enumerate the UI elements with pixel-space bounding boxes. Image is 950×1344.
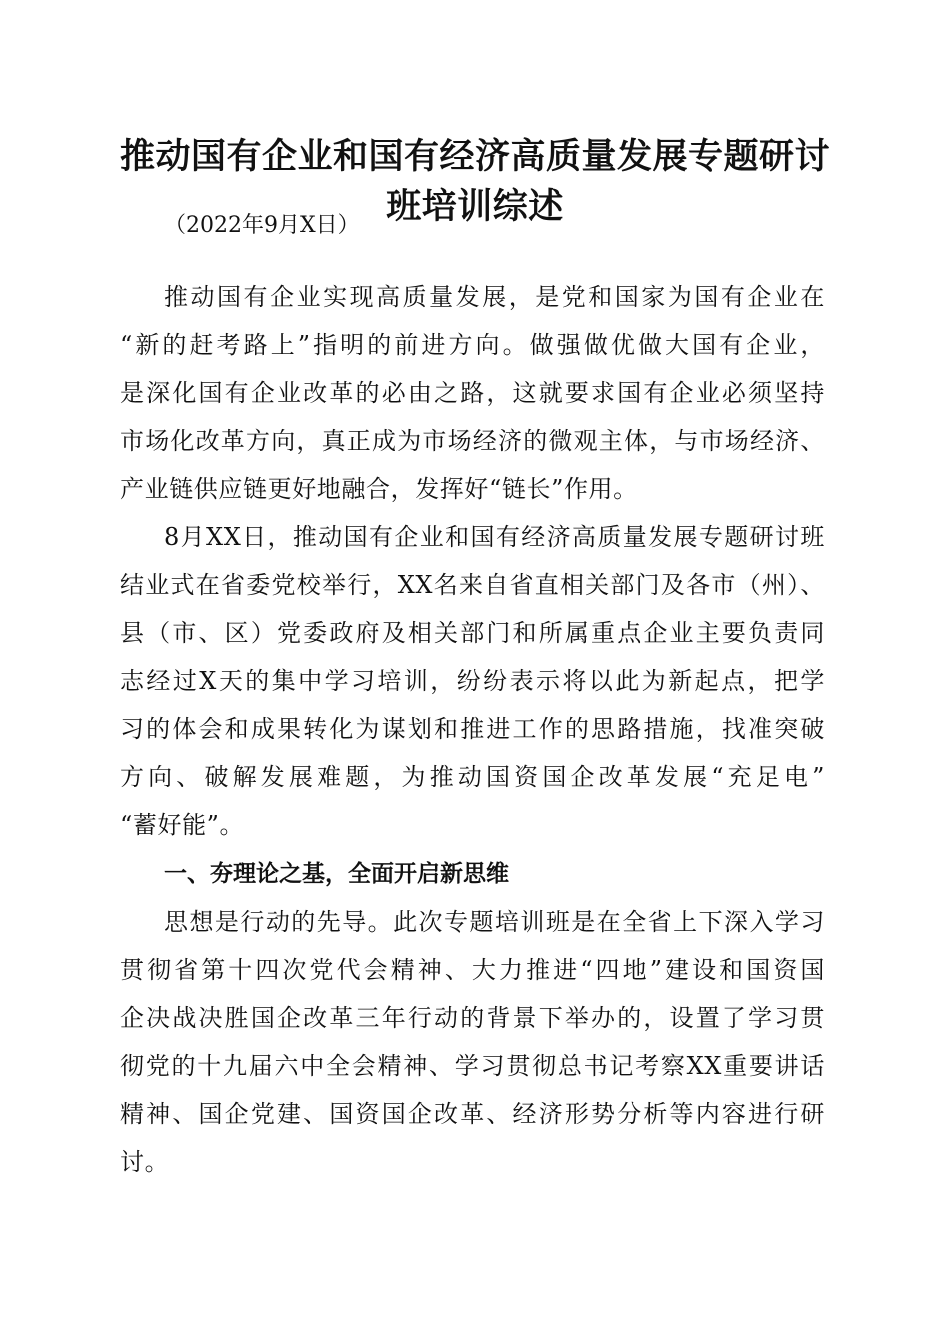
paragraph-1-line-3: 是深化国有企业改革的必由之路，这就要求国有企业必须坚持 [120, 379, 825, 407]
section-paragraph-line-2: 贯彻省第十四次党代会精神、大力推进“四地”建设和国资国 [120, 956, 825, 984]
paragraph-2-line-6: 方向、破解发展难题，为推动国资国企改革发展“充足电” [120, 763, 825, 791]
paragraph-1-line-1: 推动国有企业实现高质量发展，是党和国家为国有企业在 [164, 283, 825, 311]
paragraph-1-line-4: 市场化改革方向，真正成为市场经济的微观主体，与市场经济、 [120, 427, 825, 455]
paragraph-2-line-1: 8月XX日，推动国有企业和国有经济高质量发展专题研讨班 [164, 523, 825, 551]
paragraph-1-line-2: “新的赶考路上”指明的前进方向。做强做优做大国有企业， [120, 331, 825, 359]
section-paragraph-line-3: 企决战决胜国企改革三年行动的背景下举办的，设置了学习贯 [120, 1004, 825, 1032]
section-paragraph-line-6: 讨。 [120, 1148, 170, 1176]
paragraph-2-line-4: 志经过X天的集中学习培训，纷纷表示将以此为新起点，把学 [120, 667, 825, 695]
paragraph-1-line-5: 产业链供应链更好地融合，发挥好“链长”作用。 [120, 475, 638, 503]
paragraph-2-line-3: 县（市、区）党委政府及相关部门和所属重点企业主要负责同 [120, 619, 825, 647]
paragraph-2-line-5: 习的体会和成果转化为谋划和推进工作的思路措施，找准突破 [120, 715, 825, 743]
section-paragraph-line-5: 精神、国企党建、国资国企改革、经济形势分析等内容进行研 [120, 1100, 825, 1128]
paragraph-2-line-2: 结业式在省委党校举行，XX名来自省直相关部门及各市（州）、 [120, 571, 825, 599]
section-paragraph-line-4: 彻党的十九届六中全会精神、学习贯彻总书记考察XX重要讲话 [120, 1052, 825, 1080]
section-heading: 一、夯理论之基，全面开启新思维 [164, 861, 509, 887]
document-date: （2022年9月X日） [164, 213, 360, 238]
paragraph-2-line-7: “蓄好能”。 [120, 811, 245, 839]
document-title-line-1: 推动国有企业和国有经济高质量发展专题研讨 [119, 137, 830, 177]
document-title-line-2: 班培训综述 [386, 187, 564, 227]
section-paragraph-line-1: 思想是行动的先导。此次专题培训班是在全省上下深入学习 [164, 908, 825, 936]
